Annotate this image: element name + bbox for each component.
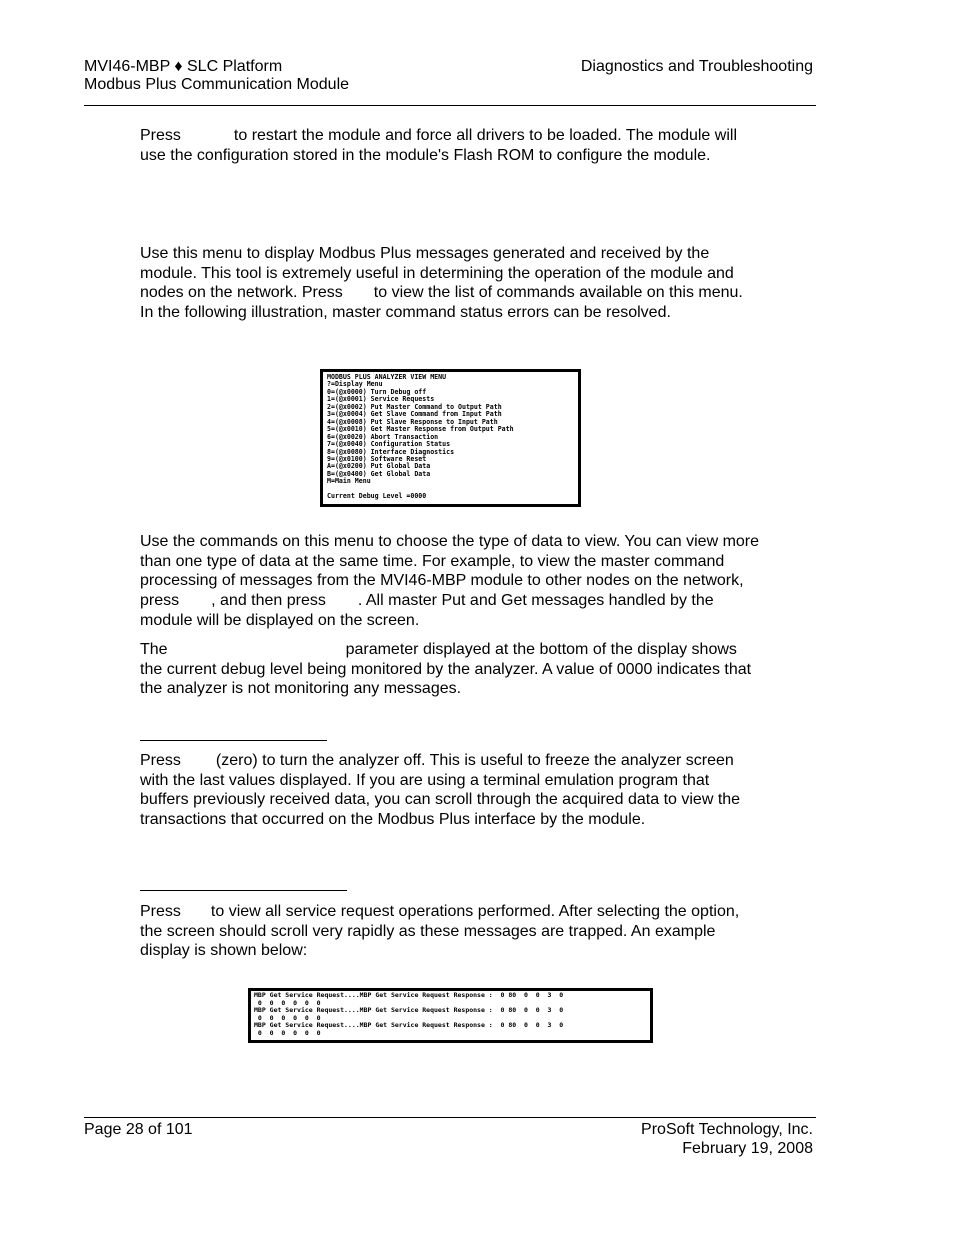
menu-screen-line: 5=(@x0010) Get Master Response from Output Path xyxy=(327,425,514,434)
analyzer-menu-text xyxy=(323,372,578,504)
para1-pre: Press xyxy=(140,127,181,144)
menu-screen-line: 4=(@x0008) Put Slave Response to Input Path xyxy=(327,417,498,426)
subsection-rule-turn-off xyxy=(140,740,327,741)
commands-paragraph xyxy=(140,532,760,631)
debug-level-paragraph xyxy=(140,640,760,699)
analyzer-menu-screenshot xyxy=(320,369,581,507)
footer-rule xyxy=(84,1117,816,1118)
menu-screen-line: 6=(@x0020) Abort Transaction xyxy=(327,432,439,441)
analyzer-intro-paragraph xyxy=(140,244,760,323)
para2-post: to view the list of commands available on this menu. In the following illustration, master command status errors can be resolved. xyxy=(140,284,743,322)
menu-screen-line: MODBUS PLUS ANALYZER VIEW MENU xyxy=(327,373,447,381)
menu-screen-line: B=(@x0400) Get Global Data xyxy=(327,469,431,478)
restart-paragraph xyxy=(140,126,760,165)
header-rule xyxy=(84,105,816,106)
subsection-rule-service-requests xyxy=(140,890,347,891)
menu-screen-line: M=Main Menu xyxy=(327,477,371,486)
para3-b: , and then press xyxy=(211,592,326,610)
footer-company: ProSoft Technology, Inc. xyxy=(641,1121,813,1138)
menu-screen-line: 2=(@x0002) Put Master Command to Output Path xyxy=(327,402,502,411)
header-section: Diagnostics and Troubleshooting xyxy=(580,58,813,75)
para3-a: Use the commands on this menu to choose the type of data to view. You can view more than one type of data at the same time. For example, to view the master command processing of messages from the MVI46-MBP module to other nodes on the network, press xyxy=(140,533,760,610)
menu-screen-line: 8=(@x0080) Interface Diagnostics xyxy=(327,447,455,456)
para5-pre: Press xyxy=(140,752,181,769)
page-number: Page 28 of 101 xyxy=(84,1121,193,1138)
turn-off-paragraph xyxy=(140,751,760,830)
menu-screen-line: 9=(@x0100) Software Reset xyxy=(327,454,427,463)
service-screen-line: 0 0 0 0 0 0 xyxy=(254,1028,321,1037)
header-module: Modbus Plus Communication Module xyxy=(84,76,350,93)
menu-screen-line: ?=Display Menu xyxy=(327,380,383,389)
service-requests-paragraph xyxy=(140,902,760,961)
para5-post: (zero) to turn the analyzer off. This is useful to freeze the analyzer screen with the last values displayed. If you are using a terminal emulation program that buffers previously received data, you can scroll through the acquired data to view the transactions that occurred on the Modbus Plus interface by the module. xyxy=(140,752,741,829)
para4-post: parameter displayed at the bottom of the display shows the current debug level being monitored by the analyzer. A value of 0000 indicates that the analyzer is not monitoring any messages. xyxy=(140,641,752,698)
para1-post: to restart the module and force all drivers to be loaded. The module will use the configuration stored in the module's Flash ROM to configure the module. xyxy=(140,127,737,164)
service-screen-line: 0 0 0 0 0 0 xyxy=(254,998,321,1007)
para2-pre: Use this menu to display Modbus Plus messages generated and received by the module. This tool is extremely useful in determining the operation of the module and nodes on the network. Press xyxy=(140,245,734,302)
menu-screen-line: 7=(@x0040) Configuration Status xyxy=(327,440,451,449)
service-screen-line: MBP Get Service Request....MBP Get Service Request Response : 0 80 0 0 3 0 xyxy=(254,991,564,999)
para6-pre: Press xyxy=(140,903,181,920)
service-request-text xyxy=(251,991,650,1040)
service-screen-line: 0 0 0 0 0 0 xyxy=(254,1013,321,1022)
service-screen-line: MBP Get Service Request....MBP Get Service Request Response : 0 80 0 0 3 0 xyxy=(254,1006,564,1015)
service-request-screenshot xyxy=(248,988,653,1043)
service-screen-line: MBP Get Service Request....MBP Get Service Request Response : 0 80 0 0 3 0 xyxy=(254,1021,564,1030)
menu-screen-line: 0=(@x0000) Turn Debug off xyxy=(327,387,427,396)
para3-c: . All master Put and Get messages handled by the module will be displayed on the screen. xyxy=(140,592,714,629)
para6-post: to view all service request operations performed. After selecting the option, the screen should scroll very rapidly as these messages are trapped. An example display is shown below: xyxy=(140,903,740,960)
para4-pre: The xyxy=(140,641,168,658)
header-product: MVI46-MBP ♦ SLC Platform xyxy=(84,58,283,75)
menu-screen-line: 1=(@x0001) Service Requests xyxy=(327,395,435,404)
menu-screen-line: A=(@x0200) Put Global Data xyxy=(327,462,431,471)
menu-screen-line: Current Debug Level =0000 xyxy=(327,492,427,501)
menu-screen-line: 3=(@x0004) Get Slave Command from Input Path xyxy=(327,410,502,419)
footer-date: February 19, 2008 xyxy=(682,1140,813,1157)
